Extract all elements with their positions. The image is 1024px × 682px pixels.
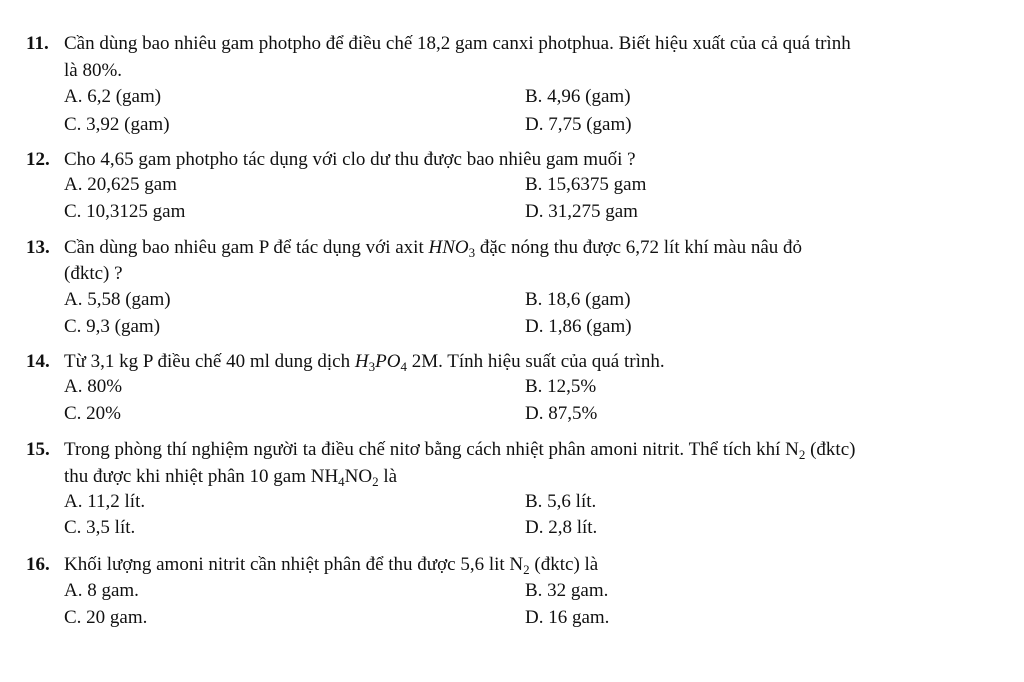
question-number: 14. — [26, 351, 50, 372]
option-b[interactable]: B. 32 gam. — [525, 580, 609, 601]
formula-text: HNO — [428, 237, 469, 258]
stem-text: đặc nóng thu được 6,72 lít khí màu nâu đỏ — [475, 237, 803, 258]
question-number: 16. — [26, 554, 50, 575]
option-b[interactable]: B. 15,6375 gam — [525, 174, 647, 195]
formula-subscript: 3 — [368, 359, 376, 374]
option-c[interactable]: C. 3,5 lít. — [64, 517, 136, 538]
formula-text: PO — [375, 351, 401, 372]
question-stem: Cho 4,65 gam photpho tác dụng với clo dư thu được bao nhiêu gam muối ? — [64, 149, 636, 170]
formula-text: NO — [344, 466, 373, 487]
stem-text: (đktc) — [805, 439, 856, 460]
option-a[interactable]: A. 6,2 (gam) — [64, 86, 162, 107]
question-stem — [64, 351, 665, 374]
option-c[interactable]: C. 20% — [64, 403, 121, 424]
formula-subscript: 2 — [798, 447, 806, 462]
question-stem-continued — [64, 466, 398, 489]
option-d[interactable]: D. 31,275 gam — [525, 201, 638, 222]
option-d[interactable]: D. 16 gam. — [525, 607, 610, 628]
option-c[interactable]: C. 3,92 (gam) — [64, 114, 170, 135]
option-b[interactable]: B. 4,96 (gam) — [525, 86, 631, 107]
stem-text: Trong phòng thí nghiệm người ta điều chế nitơ bằng cách nhiệt phân amoni nitrit. Thể tích khí N — [64, 439, 799, 460]
option-c[interactable]: C. 20 gam. — [64, 607, 148, 628]
stem-text: (đktc) là — [529, 554, 599, 575]
option-d[interactable]: D. 7,75 (gam) — [525, 114, 632, 135]
option-c[interactable]: C. 10,3125 gam — [64, 201, 186, 222]
formula-subscript: 3 — [468, 245, 476, 260]
formula-h3po4 — [355, 351, 407, 372]
question-stem-continued: là 80%. — [64, 60, 123, 81]
option-b[interactable]: B. 18,6 (gam) — [525, 289, 631, 310]
option-d[interactable]: D. 1,86 (gam) — [525, 316, 632, 337]
stem-text: Cần dùng bao nhiêu gam P để tác dụng với axit — [64, 237, 429, 258]
option-c[interactable]: C. 9,3 (gam) — [64, 316, 161, 337]
formula-hno3 — [428, 237, 475, 258]
stem-text: thu được khi nhiệt phân 10 gam NH — [64, 466, 339, 487]
option-a[interactable]: A. 11,2 lít. — [64, 491, 146, 512]
formula-subscript: 2 — [372, 474, 379, 489]
formula-subscript: 4 — [400, 359, 407, 374]
stem-text: Khối lượng amoni nitrit cần nhiệt phân để thu được 5,6 lit N — [64, 554, 524, 575]
question-number: 15. — [26, 439, 50, 460]
option-a[interactable]: A. 5,58 (gam) — [64, 289, 171, 310]
option-a[interactable]: A. 8 gam. — [64, 580, 139, 601]
stem-text: là — [378, 466, 398, 487]
question-number: 13. — [26, 237, 50, 258]
question-stem — [64, 237, 803, 260]
question-number: 11. — [26, 33, 49, 54]
formula-subscript: 2 — [523, 562, 530, 577]
question-number: 12. — [26, 149, 50, 170]
question-stem: Cần dùng bao nhiêu gam photpho để điều chế 18,2 gam canxi photphua. Biết hiệu xuất của cả quá trình — [64, 33, 851, 54]
formula-subscript: 4 — [338, 474, 345, 489]
formula-text: H — [354, 351, 369, 372]
option-a[interactable]: A. 80% — [64, 376, 123, 397]
option-d[interactable]: D. 2,8 lít. — [525, 517, 598, 538]
question-stem — [64, 554, 599, 577]
question-stem-continued: (đktc) ? — [64, 263, 123, 284]
stem-text: Từ 3,1 kg P điều chế 40 ml dung dịch — [64, 351, 355, 372]
option-b[interactable]: B. 12,5% — [525, 376, 597, 397]
option-d[interactable]: D. 87,5% — [525, 403, 598, 424]
option-b[interactable]: B. 5,6 lít. — [525, 491, 597, 512]
question-stem — [64, 439, 856, 462]
stem-text: 2M. Tính hiệu suất của quá trình. — [406, 351, 665, 372]
option-a[interactable]: A. 20,625 gam — [64, 174, 177, 195]
